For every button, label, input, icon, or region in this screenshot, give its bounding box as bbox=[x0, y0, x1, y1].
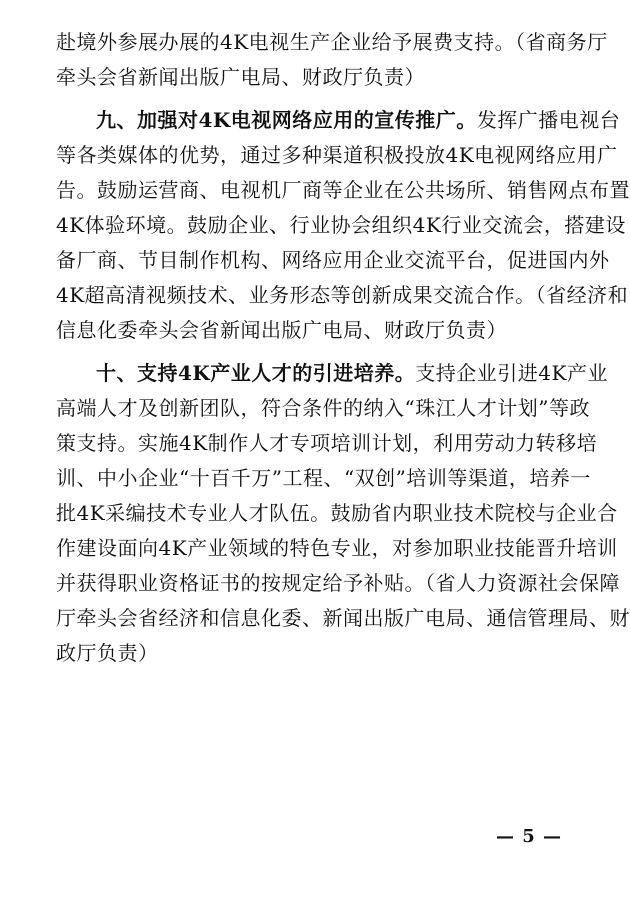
section-9-heading: 九、加强对4K电视网络应用的宣传推广。 bbox=[96, 108, 477, 132]
text-line: 厅牵头会省经济和信息化委、新闻出版广电局、通信管理局、财 bbox=[56, 606, 630, 630]
section-10-first-line bbox=[96, 359, 608, 387]
text-line: 策支持。实施4K制作人才专项培训计划，利用劳动力转移培 bbox=[56, 431, 598, 455]
text-line: 信息化委牵头会省新闻出版广电局、财政厅负责） bbox=[56, 318, 507, 342]
text-line: 4K体验环境。鼓励企业、行业协会组织4K行业交流会，搭建设 bbox=[56, 213, 626, 237]
section-10-heading: 十、支持4K产业人才的引进培养。 bbox=[96, 361, 416, 385]
text-line: 作建设面向4K产业领域的特色专业，对参加职业技能晋升培训 bbox=[56, 536, 618, 560]
section-9-line-rest: 发挥广播电视台 bbox=[476, 108, 621, 132]
section-10-line-rest: 支持企业引进4K产业 bbox=[415, 361, 608, 385]
text-line: 训、中小企业“十百千万”工程、“双创”培训等渠道，培养一 bbox=[56, 466, 591, 490]
text-line: 高端人才及创新团队，符合条件的纳入“珠江人才计划”等政 bbox=[56, 396, 590, 420]
text-line: 批4K采编技术专业人才队伍。鼓励省内职业技术院校与企业合 bbox=[56, 501, 618, 525]
text-line: 4K超高清视频技术、业务形态等创新成果交流合作。（省经济和 bbox=[56, 283, 629, 307]
page-number: — 5 — bbox=[495, 826, 562, 847]
text-line: 牵头会省新闻出版广电局、财政厅负责） bbox=[56, 65, 425, 89]
text-line: 政厅负责） bbox=[56, 641, 159, 665]
text-line: 赴境外参展办展的4K电视生产企业给予展费支持。（省商务厅 bbox=[56, 30, 608, 54]
text-line: 并获得职业资格证书的按规定给予补贴。（省人力资源社会保障 bbox=[56, 571, 620, 595]
text-line: 等各类媒体的优势，通过多种渠道积极投放4K电视网络应用广 bbox=[56, 143, 618, 167]
section-9-first-line bbox=[96, 106, 621, 134]
text-line: 告。鼓励运营商、电视机厂商等企业在公共场所、销售网点布置 bbox=[56, 178, 630, 202]
text-line: 备厂商、节目制作机构、网络应用企业交流平台，促进国内外 bbox=[56, 248, 610, 272]
